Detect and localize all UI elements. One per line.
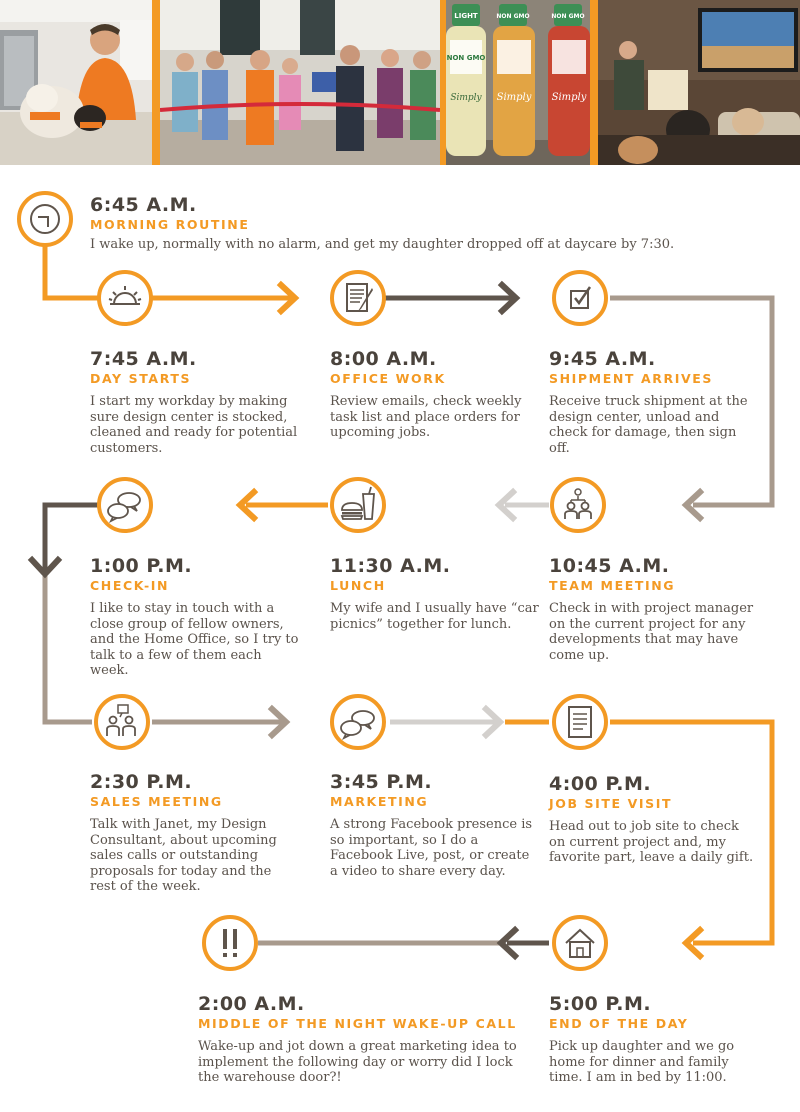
entry-label: MORNING ROUTINE bbox=[90, 217, 250, 232]
entry-description: Pick up daughter and we go home for dinner and family time. I am in bed by 11:00. bbox=[549, 1039, 735, 1085]
entry-office-work bbox=[330, 348, 540, 441]
connector-down-sales bbox=[45, 576, 92, 722]
entry-label: CHECK-IN bbox=[90, 578, 170, 593]
entry-time: 8:00 A.M. bbox=[330, 348, 437, 370]
entry-day-starts bbox=[90, 348, 300, 456]
entry-shipment-arrives bbox=[549, 348, 759, 456]
entry-label: MARKETING bbox=[330, 794, 429, 809]
bottle-brand-text-3: Simply bbox=[450, 93, 482, 103]
clock-icon bbox=[17, 191, 73, 247]
speech-bubbles-icon bbox=[330, 694, 386, 750]
chat-bubbles-icon bbox=[97, 477, 153, 533]
entry-label: LUNCH bbox=[330, 578, 386, 593]
entry-time: 2:00 A.M. bbox=[198, 993, 305, 1015]
entry-label: JOB SITE VISIT bbox=[549, 796, 673, 811]
entry-label: SALES MEETING bbox=[90, 794, 223, 809]
bottle-non-gmo-text: NON GMO bbox=[446, 54, 486, 62]
entry-job-site-visit bbox=[549, 773, 759, 866]
entry-end-of-day bbox=[549, 993, 759, 1086]
bottle-brand-text-2: Simply bbox=[551, 92, 587, 103]
entry-time: 11:30 A.M. bbox=[330, 555, 451, 577]
entry-time: 4:00 P.M. bbox=[549, 773, 652, 795]
entry-description: My wife and I usually have “car picnics” together for lunch. bbox=[330, 601, 539, 632]
entry-time: 9:45 A.M. bbox=[549, 348, 656, 370]
burger-drink-icon bbox=[330, 477, 386, 533]
entry-lunch bbox=[330, 555, 540, 632]
entry-time: 6:45 A.M. bbox=[90, 194, 197, 216]
bottle-non-gmo-cap-text: NON GMO bbox=[496, 13, 530, 20]
entry-sales-meeting bbox=[90, 771, 300, 895]
entry-description: Head out to job site to check on current project and, my favorite part, leave a daily gift. bbox=[549, 819, 754, 865]
sunrise-icon bbox=[97, 270, 153, 326]
entry-time: 3:45 P.M. bbox=[330, 771, 433, 793]
entry-label: END OF THE DAY bbox=[549, 1016, 689, 1031]
team-icon bbox=[550, 477, 606, 533]
exclamation-icon bbox=[202, 915, 258, 971]
entry-description: Wake-up and jot down a great marketing idea to implement the following day or worry did I lock the warehouse door?! bbox=[198, 1039, 517, 1085]
bottle-light-text: LIGHT bbox=[454, 12, 478, 20]
entry-time: 10:45 A.M. bbox=[549, 555, 670, 577]
entry-description: Talk with Janet, my Design Consultant, about upcoming sales calls or outstanding proposals for today and the rest of the week. bbox=[90, 817, 277, 894]
entry-night-wake-up bbox=[198, 993, 528, 1086]
entry-label: SHIPMENT ARRIVES bbox=[549, 371, 713, 386]
document-icon bbox=[330, 270, 386, 326]
entry-label: TEAM MEETING bbox=[549, 578, 676, 593]
entry-description: A strong Facebook presence is so important, so I do a Facebook Live, post, or create a video to share every day. bbox=[330, 817, 533, 879]
entry-label: MIDDLE OF THE NIGHT WAKE-UP CALL bbox=[198, 1016, 517, 1031]
meeting-icon bbox=[94, 694, 150, 750]
entry-time: 7:45 A.M. bbox=[90, 348, 197, 370]
entry-description: Check in with project manager on the current project for any developments that may have come up. bbox=[549, 601, 754, 663]
entry-description: I wake up, normally with no alarm, and get my daughter dropped off at daycare by 7:30. bbox=[90, 237, 675, 252]
entry-time: 5:00 P.M. bbox=[549, 993, 652, 1015]
entry-marketing bbox=[330, 771, 540, 879]
entry-description: I like to stay in touch with a close group of fellow owners, and the Home Office, so I try to talk to a few of them each week. bbox=[90, 601, 299, 678]
checklist-icon bbox=[552, 694, 608, 750]
entry-description: Review emails, check weekly task list and place orders for upcoming jobs. bbox=[330, 394, 522, 440]
entry-label: DAY STARTS bbox=[90, 371, 192, 386]
house-icon bbox=[552, 915, 608, 971]
bottle-non-gmo-cap-text-2: NON GMO bbox=[551, 13, 585, 20]
entry-label: OFFICE WORK bbox=[330, 371, 446, 386]
checkbox-icon bbox=[552, 270, 608, 326]
entry-check-in bbox=[90, 555, 300, 679]
entry-team-meeting bbox=[549, 555, 759, 663]
bottle-brand-text: Simply bbox=[496, 92, 532, 103]
entry-description: I start my workday by making sure design center is stocked, cleaned and ready for potential customers. bbox=[90, 394, 298, 456]
entry-time: 2:30 P.M. bbox=[90, 771, 193, 793]
entry-time: 1:00 P.M. bbox=[90, 555, 193, 577]
entry-morning-routine bbox=[90, 194, 750, 253]
entry-description: Receive truck shipment at the design center, unload and check for damage, then sign off. bbox=[549, 394, 748, 456]
